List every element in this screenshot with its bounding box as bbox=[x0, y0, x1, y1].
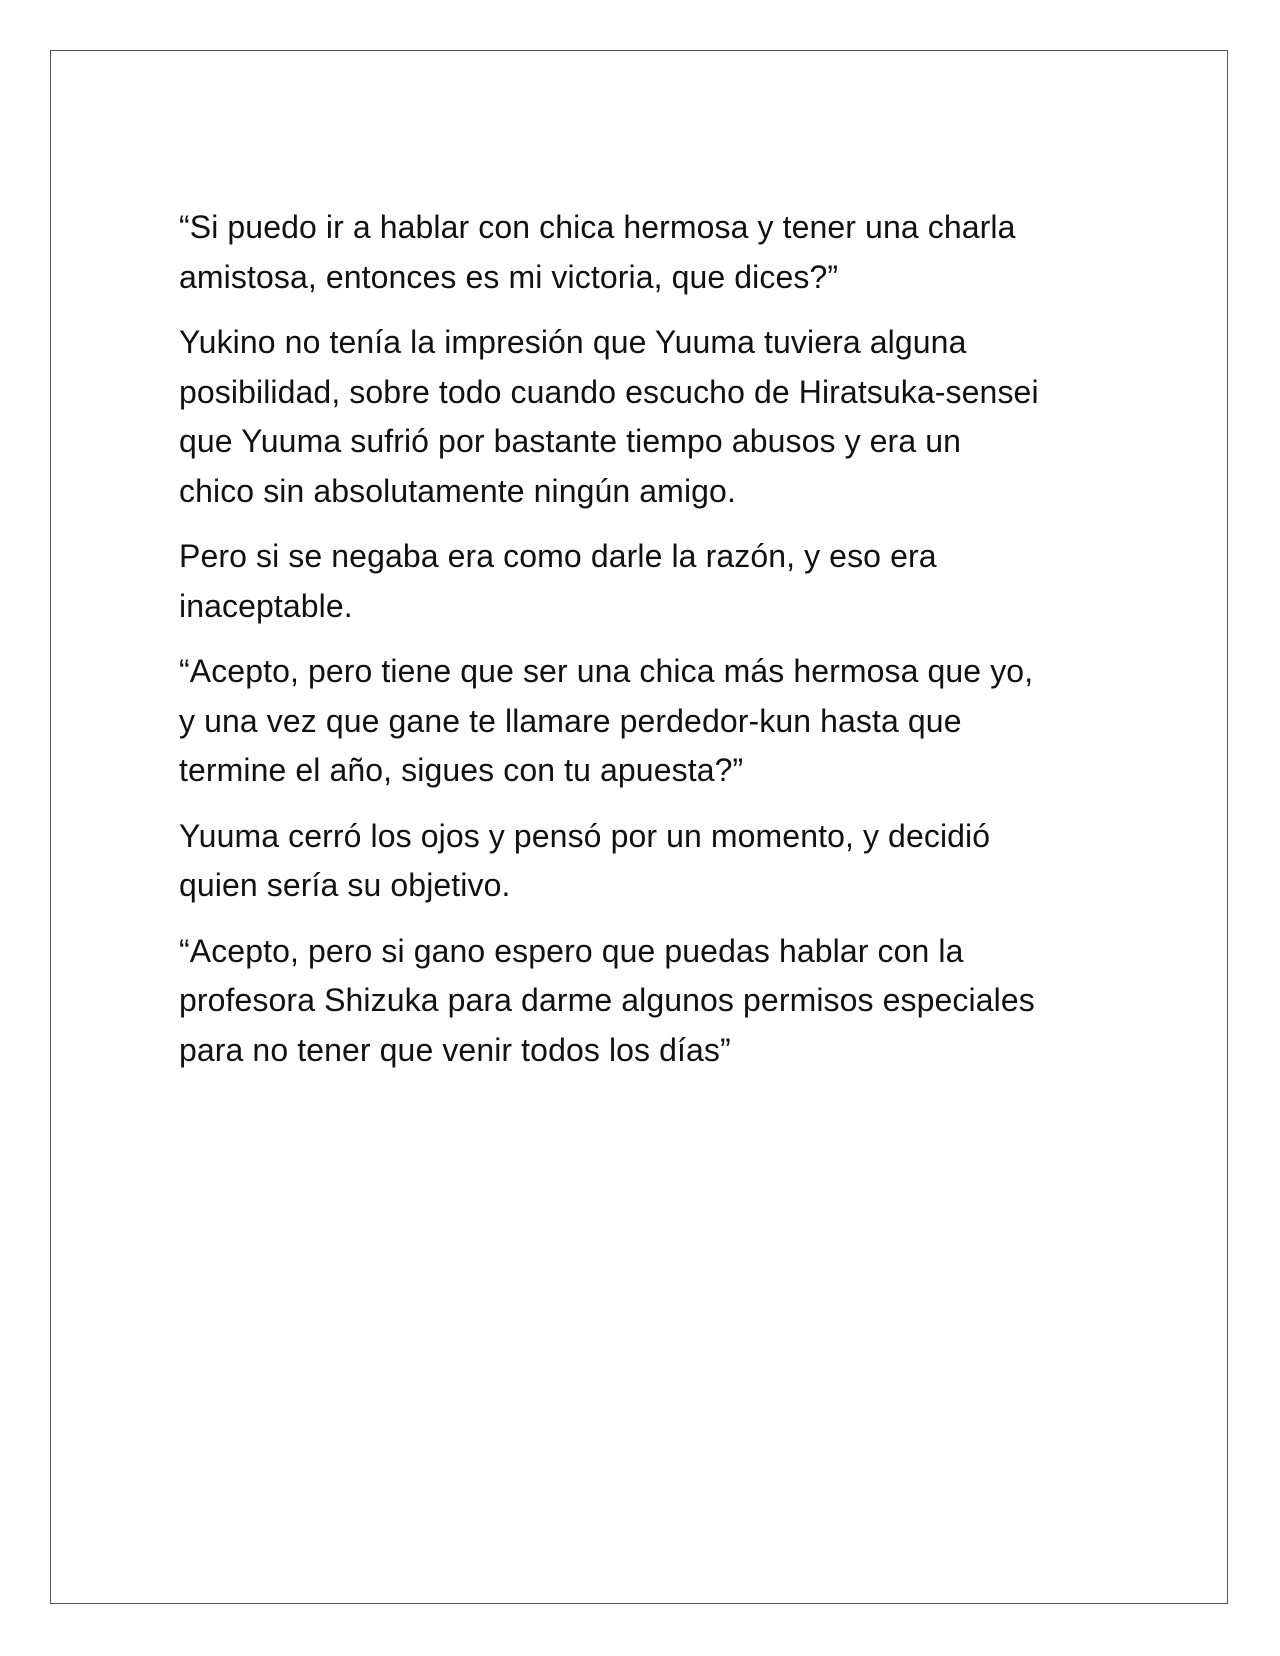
text-line: “Acepto, pero tiene que ser una chica más hermosa que yo, bbox=[179, 653, 1034, 689]
paragraph bbox=[179, 318, 1179, 516]
paragraph bbox=[179, 927, 1179, 1076]
text-line: termine el año, sigues con tu apuesta?” bbox=[179, 752, 744, 788]
paragraph bbox=[179, 203, 1179, 302]
text-line: amistosa, entonces es mi victoria, que dices?” bbox=[179, 258, 839, 295]
paragraph bbox=[179, 812, 1179, 911]
text-line: quien sería su objetivo. bbox=[179, 867, 511, 903]
text-line: que Yuuma sufrió por bastante tiempo abusos y era un bbox=[179, 423, 961, 459]
text-line: “Si puedo ir a hablar con chica hermosa y tener una charla bbox=[179, 209, 1016, 245]
text-line: profesora Shizuka para darme algunos permisos especiales bbox=[179, 982, 1035, 1018]
document-page bbox=[50, 50, 1228, 1604]
text-line: inaceptable. bbox=[179, 587, 353, 624]
text-line: y una vez que gane te llamare perdedor-kun hasta que bbox=[179, 702, 962, 739]
paragraph bbox=[179, 647, 1179, 796]
text-line: “Acepto, pero si gano espero que puedas hablar con la bbox=[179, 932, 964, 969]
text-line: Yukino no tenía la impresión que Yuuma tuviera alguna bbox=[179, 324, 967, 360]
paragraph bbox=[179, 532, 1179, 631]
text-line: para no tener que venir todos los días” bbox=[179, 1031, 731, 1068]
text-line: chico sin absolutamente ningún amigo. bbox=[179, 472, 736, 509]
text-line: Pero si se negaba era como darle la razón, y eso era bbox=[179, 538, 937, 574]
text-line: Yuuma cerró los ojos y pensó por un momento, y decidió bbox=[179, 817, 991, 854]
text-line: posibilidad, sobre todo cuando escucho de Hiratsuka-sensei bbox=[179, 373, 1039, 410]
document-body bbox=[179, 203, 1179, 1091]
